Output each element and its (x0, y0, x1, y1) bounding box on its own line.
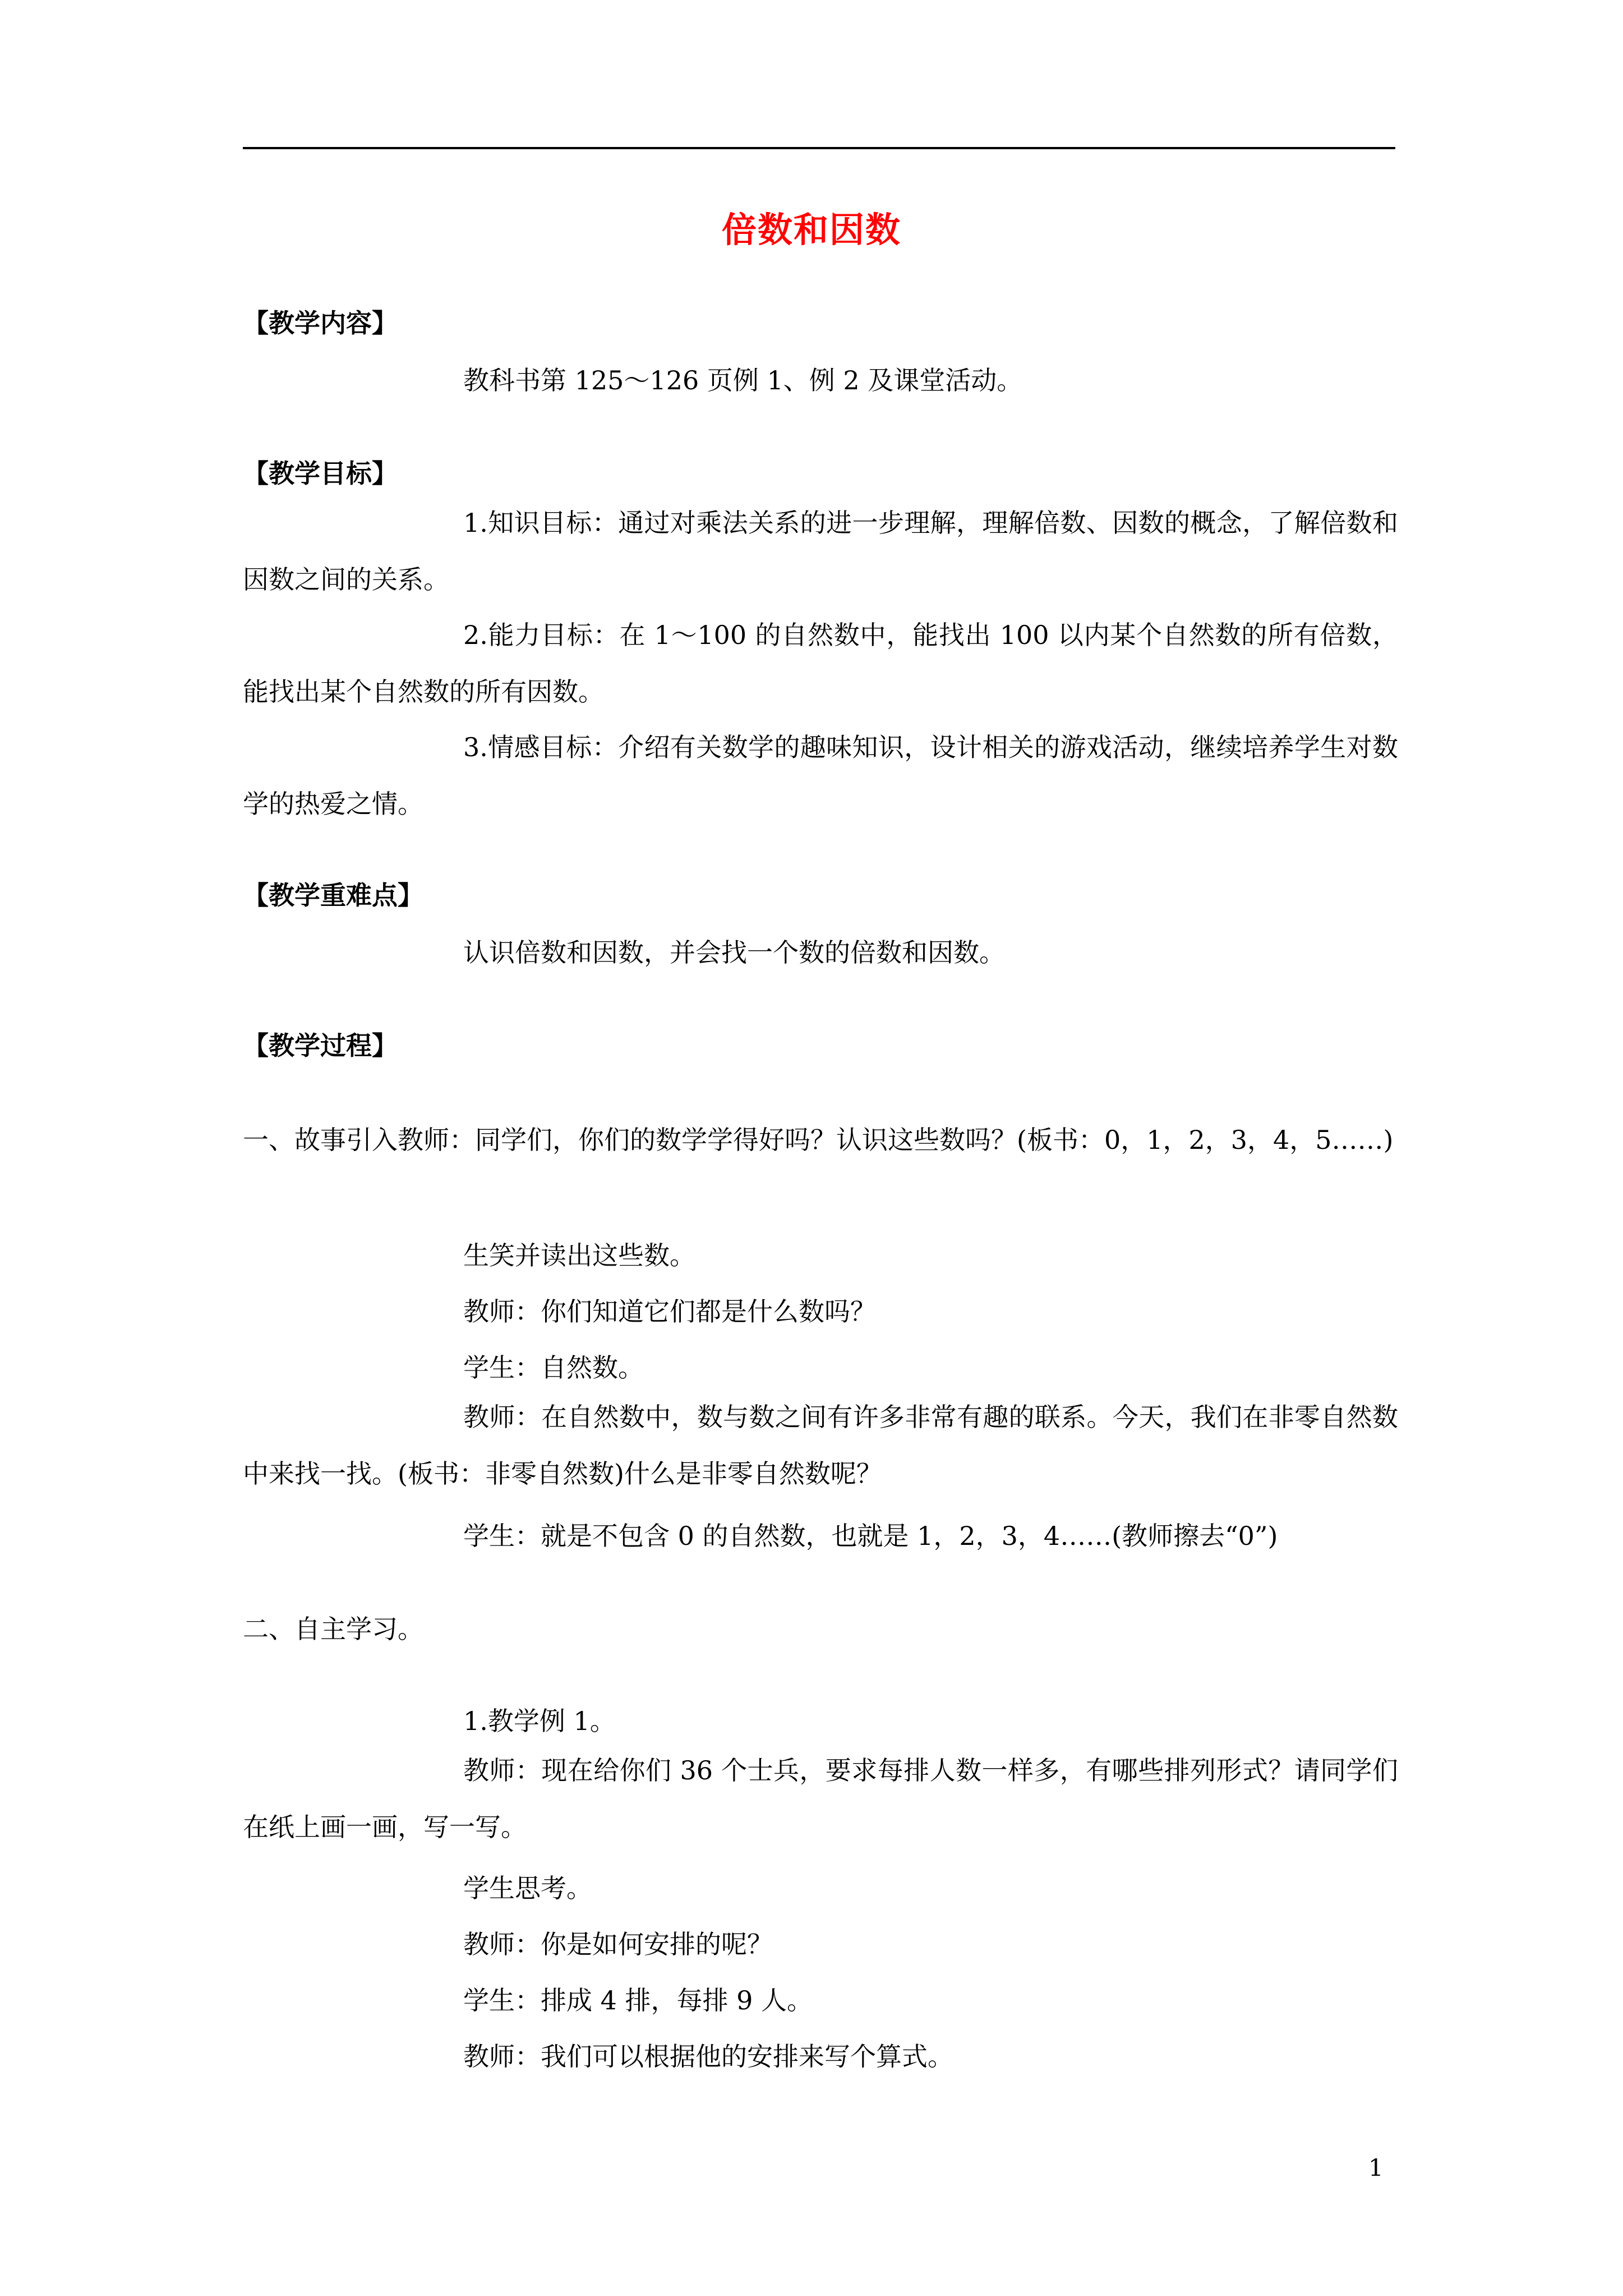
goal-item-1: 1.知识目标：通过对乘法关系的进一步理解，理解倍数、因数的概念，了解倍数和因数之间的关系。 (243, 508, 1398, 595)
goal-item-3: 3.情感目标：介绍有关数学的趣味知识，设计相关的游戏活动，继续培养学生对数学的热爱之情。 (243, 732, 1398, 819)
process-part1-line-2: 教师：你们知道它们都是什么数吗？ (463, 1296, 876, 1327)
page-title: 倍数和因数 (721, 209, 901, 250)
key-points-text: 认识倍数和因数，并会找一个数的倍数和因数。 (463, 937, 1005, 968)
process-part1-intro: 一、故事引入教师：同学们，你们的数学学得好吗？认识这些数吗？(板书：0，1，2，3，4，5……) (243, 1125, 1394, 1155)
process-part2-heading: 二、自主学习。 (243, 1614, 423, 1644)
page-number: 1 (1368, 2154, 1384, 2182)
process-part1-line-1: 生笑并读出这些数。 (463, 1240, 695, 1271)
section-heading-key-points: 【教学重难点】 (243, 880, 423, 910)
process-part2-line-3: 学生：排成 4 排，每排 9 人。 (463, 1985, 813, 2016)
process-part1-line-3: 学生：自然数。 (463, 1352, 644, 1383)
section-heading-process: 【教学过程】 (243, 1030, 398, 1061)
process-part2-line-2: 教师：你是如何安排的呢？ (463, 1929, 773, 1959)
goal-item-2: 2.能力目标：在 1～100 的自然数中，能找出 100 以内某个自然数的所有倍数，能找出某个自然数的所有因数。 (243, 620, 1398, 707)
section-heading-content: 【教学内容】 (243, 308, 398, 338)
content-text: 教科书第 125～126 页例 1、例 2 及课堂活动。 (463, 365, 1023, 395)
process-part2-example: 1.教学例 1。 (463, 1706, 616, 1736)
process-part1-last: 学生：就是不包含 0 的自然数，也就是 1，2，3，4……(教师擦去“0”) (463, 1521, 1278, 1551)
process-part2-line-1: 学生思考。 (463, 1873, 592, 1903)
process-part2-line-4: 教师：我们可以根据他的安排来写个算式。 (463, 2041, 953, 2072)
process-part1-para: 教师：在自然数中，数与数之间有许多非常有趣的联系。今天，我们在非零自然数中来找一找。(板书：非零自然数)什么是非零自然数呢？ (243, 1402, 1398, 1489)
process-part2-para: 教师：现在给你们 36 个士兵，要求每排人数一样多，有哪些排列形式？请同学们在纸上画一画，写一写。 (243, 1755, 1398, 1842)
header-rule (243, 147, 1395, 149)
section-heading-goals: 【教学目标】 (243, 458, 398, 489)
